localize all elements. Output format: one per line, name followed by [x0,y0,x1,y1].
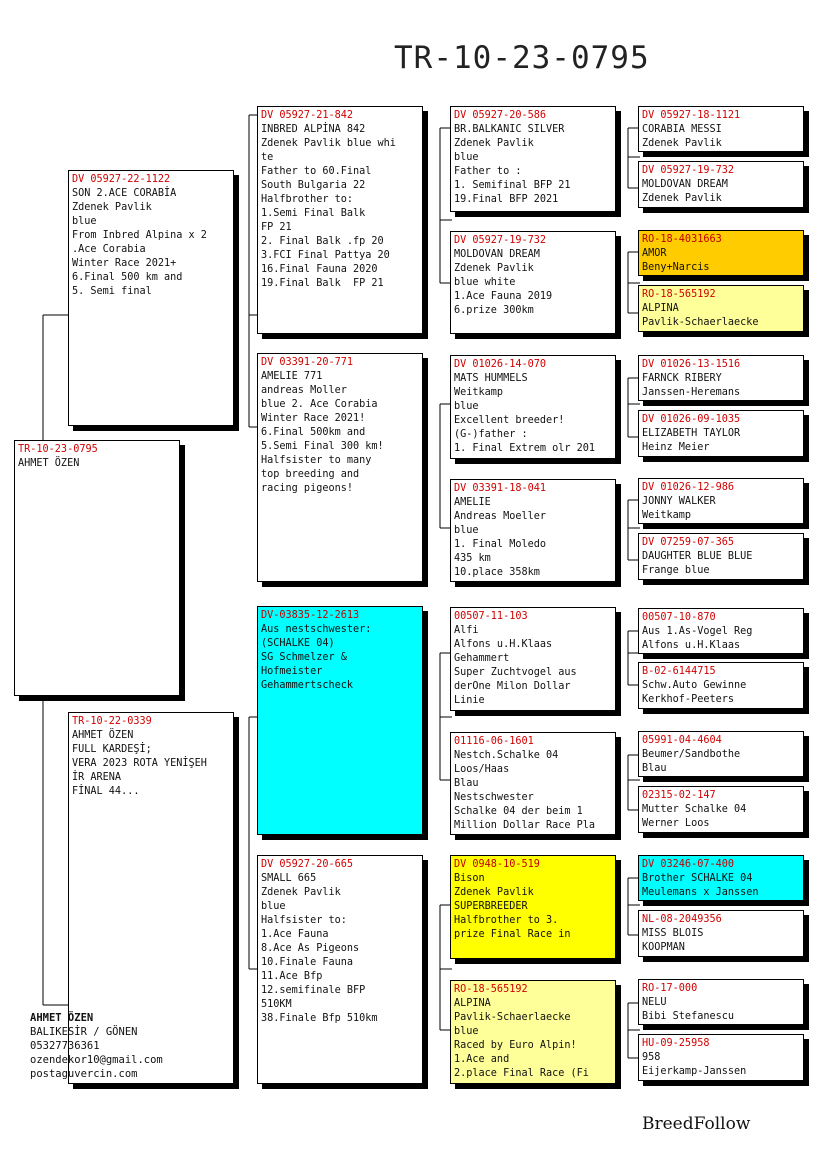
card-line: Mutter Schalke 04 [642,804,747,815]
pedigree-title: TR-10-23-0795 [394,40,650,76]
sire-sire-card[interactable] [257,106,423,334]
card-line: Pavlik-Schaerlaecke [454,1012,571,1023]
ring-number: DV 05927-20-665 [261,859,354,870]
card-line: 6.prize 300km [454,305,534,316]
card-line: BR.BALKANIC SILVER [454,124,565,135]
card-line: prize Final Race in [454,929,571,940]
card-line: SG Schmelzer & [261,652,347,663]
card-line: MISS BLOIS [642,928,704,939]
card-line: MOLDOVAN DREAM [454,249,540,260]
card-line: Gehammertscheck [261,680,354,691]
card-line: Winter Race 2021! [261,413,366,424]
sire-sire-dam-card[interactable] [450,231,616,334]
card-line: 435 km [454,553,491,564]
ring-number: DV 05927-18-1121 [642,110,741,121]
card-line: MATS HUMMELS [454,373,528,384]
gen5-card-6[interactable] [638,410,804,457]
gen5-card-9[interactable] [638,608,804,654]
ring-number: DV 01026-14-070 [454,359,547,370]
card-line: Janssen-Heremans [642,387,741,398]
owner-location: BALIKESİR / GÖNEN [30,1026,138,1038]
card-line: Pavlik-Schaerlaecke [642,317,759,328]
card-line: 1.Semi Final Balk [261,208,366,219]
card-line: MOLDOVAN DREAM [642,179,728,190]
ring-number: RO-18-565192 [454,984,528,995]
card-line: Zdenek Pavlik [454,263,534,274]
ring-number: DV 05927-21-842 [261,110,354,121]
owner-name: AHMET ÖZEN [30,1012,94,1024]
card-line: 8.Ace As Pigeons [261,943,360,954]
card-line: Blau [454,778,479,789]
ring-number: DV 03246-07-400 [642,859,735,870]
card-line: South Bulgaria 22 [261,180,366,191]
card-line: 5.Semi Final 300 km! [261,441,384,452]
gen5-card-1[interactable] [638,106,804,152]
card-line: Beumer/Sandbothe [642,749,741,760]
card-line: Zdenek Pavlik blue whi [261,138,396,149]
card-line: 19.Final BFP 2021 [454,194,559,205]
card-line: 12.semifinale BFP [261,985,366,996]
card-line: Aus nestschwester: [261,624,372,635]
card-line: Hofmeister [261,666,323,677]
ring-number: DV 07259-07-365 [642,537,735,548]
dam-sire-card[interactable] [257,606,423,835]
ring-number: DV 05927-22-1122 [72,174,171,185]
ring-number: DV 05927-19-732 [454,235,547,246]
card-line: 2. Final Balk .fp 20 [261,236,384,247]
ring-number: TR-10-22-0339 [72,716,152,727]
dam-sire-dam-card[interactable] [450,732,616,835]
card-line: SMALL 665 [261,873,317,884]
owner-website[interactable]: postaguvercin.com [30,1068,138,1080]
card-line: SUPERBREEDER [454,901,528,912]
card-line: ELIZABETH TAYLOR [642,428,741,439]
card-line: andreas Moller [261,385,347,396]
card-line: VERA 2023 ROTA YENİŞEH [72,758,207,769]
card-line: Meulemans x Janssen [642,887,759,898]
card-line: Bison [454,873,485,884]
card-line: FİNAL 44... [72,786,140,797]
card-line: 38.Finale Bfp 510km [261,1013,378,1024]
gen5-card-5[interactable] [638,355,804,401]
ring-number: DV 03391-20-771 [261,357,354,368]
gen5-card-15[interactable] [638,979,804,1025]
card-line: AHMET ÖZEN [18,458,80,469]
gen5-card-2[interactable] [638,161,804,208]
card-line: AMOR [642,248,667,259]
ring-number: DV 0948-10-519 [454,859,540,870]
owner-email[interactable]: ozendekor10@gmail.com [30,1054,163,1066]
card-line: blue [454,401,479,412]
card-line: From Inbred Alpina x 2 [72,230,207,241]
card-line: 5. Semi final [72,286,152,297]
gen5-card-10[interactable] [638,662,804,709]
ring-number: DV 01026-12-986 [642,482,735,493]
card-line: blue [454,152,479,163]
card-line: Zdenek Pavlik [454,138,534,149]
ring-number: RO-18-4031663 [642,234,722,245]
card-line: 1. Final Moledo [454,539,547,550]
card-line: FP 21 [261,222,292,233]
card-line: ALPINA [642,303,679,314]
card-line: 510KM [261,999,292,1010]
owner-phone: 05327736361 [30,1040,100,1052]
ring-number: DV 01026-09-1035 [642,414,741,425]
card-line: 16.Final Fauna 2020 [261,264,378,275]
card-line: FARNCK RIBERY [642,373,722,384]
card-line: blue white [454,277,516,288]
ring-number: DV 01026-13-1516 [642,359,741,370]
card-line: Father to 60.Final [261,166,372,177]
gen5-card-16[interactable] [638,1034,804,1081]
gen5-card-14[interactable] [638,910,804,957]
card-line: Kerkhof-Peeters [642,694,735,705]
ring-number: DV 05927-20-586 [454,110,547,121]
card-line: Beny+Narcis [642,262,710,273]
card-line: 11.Ace Bfp [261,971,323,982]
card-line: 1. Final Extrem olr 201 [454,443,596,454]
dam-dam-sire-card[interactable] [450,855,616,959]
ring-number: 02315-02-147 [642,790,716,801]
card-line: Gehammert [454,653,510,664]
card-line: derOne Milon Dollar [454,681,571,692]
dam-dam-dam-card[interactable] [450,980,616,1084]
card-line: te [261,152,274,163]
gen5-card-11[interactable] [638,731,804,777]
dam-dam-card[interactable] [257,855,423,1084]
card-line: Werner Loos [642,818,710,829]
card-line: 1.Ace and [454,1054,510,1065]
card-line: ALPINA [454,998,491,1009]
card-line: 1.Ace Fauna 2019 [454,291,553,302]
card-line: Zdenek Pavlik [454,887,534,898]
sire-dam-card[interactable] [257,353,423,582]
card-line: Zdenek Pavlik [261,887,341,898]
card-line: CORABIA MESSI [642,124,722,135]
subject-pigeon-card[interactable] [14,440,180,696]
card-line: SON 2.ACE CORABİA [72,188,177,199]
card-line: 10.place 358km [454,567,540,578]
card-line: 2.place Final Race (Fi [454,1068,589,1079]
sire-sire-sire-card[interactable] [450,106,616,212]
card-line: blue [261,901,286,912]
sire-dam-sire-card[interactable] [450,355,616,459]
card-line: Eijerkamp-Janssen [642,1066,747,1077]
card-line: AMELIE [454,497,491,508]
ring-number: HU-09-25958 [642,1038,710,1049]
card-line: Heinz Meier [642,442,710,453]
ring-number: DV 05927-19-732 [642,165,735,176]
card-line: Weitkamp [642,510,692,521]
gen5-card-12[interactable] [638,786,804,833]
dam-sire-sire-card[interactable] [450,607,616,711]
card-line: Nestschwester [454,792,534,803]
gen5-card-4[interactable] [638,285,804,332]
card-line: İR ARENA [72,772,122,783]
card-line: AMELIE 771 [261,371,323,382]
card-line: Linie [454,695,485,706]
ring-number: RO-17-000 [642,983,698,994]
card-line: 6.Final 500km and [261,427,366,438]
card-line: INBRED ALPİNA 842 [261,124,366,135]
card-line: (SCHALKE 04) [261,638,335,649]
card-line: (G-)father : [454,429,528,440]
ring-number: B-02-6144715 [642,666,716,677]
card-line: Loos/Haas [454,764,510,775]
card-line: Alfons u.H.Klaas [642,640,741,651]
card-line: blue [454,1026,479,1037]
gen5-card-13[interactable] [638,855,804,901]
card-line: Alfons u.H.Klaas [454,639,553,650]
ring-number: 05991-04-4604 [642,735,722,746]
gen5-card-8[interactable] [638,533,804,580]
card-line: DAUGHTER BLUE BLUE [642,551,753,562]
card-line: racing pigeons! [261,483,354,494]
gen5-card-3[interactable] [638,230,804,276]
card-line: JONNY WALKER [642,496,716,507]
card-line: Halfbrother to: [261,194,354,205]
sire-dam-dam-card[interactable] [450,479,616,582]
sire-card[interactable] [68,170,234,426]
card-line: 6.Final 500 km and [72,272,183,283]
owner-contact [30,1011,163,1081]
card-line: Halfsister to many [261,455,372,466]
card-line: 1.Ace Fauna [261,929,329,940]
card-line: top breeding and [261,469,360,480]
card-line: 958 [642,1052,661,1063]
card-line: blue [72,216,97,227]
card-line: 19.Final Balk FP 21 [261,278,384,289]
gen5-card-7[interactable] [638,478,804,524]
card-line: Bibi Stefanescu [642,1011,735,1022]
card-line: KOOPMAN [642,942,685,953]
card-line: Zdenek Pavlik [642,193,722,204]
card-line: Schalke 04 der beim 1 [454,806,583,817]
card-line: Halfsister to: [261,915,347,926]
card-line: .Ace Corabia [72,244,146,255]
card-line: Weitkamp [454,387,504,398]
ring-number: 00507-10-870 [642,612,716,623]
card-line: Zdenek Pavlik [642,138,722,149]
card-line: Frange blue [642,565,710,576]
ring-number: 00507-11-103 [454,611,528,622]
card-line: Raced by Euro Alpin! [454,1040,577,1051]
card-line: Andreas Moeller [454,511,547,522]
card-line: Excellent breeder! [454,415,565,426]
card-line: Million Dollar Race Pla [454,820,596,831]
card-line: Winter Race 2021+ [72,258,177,269]
card-line: Blau [642,763,667,774]
card-line: Brother SCHALKE 04 [642,873,753,884]
card-line: Alfi [454,625,479,636]
card-line: FULL KARDEŞİ; [72,744,152,755]
card-line: Father to : [454,166,522,177]
ring-number: DV-03835-12-2613 [261,610,360,621]
card-line: Nestch.Schalke 04 [454,750,559,761]
card-line: 10.Finale Fauna [261,957,354,968]
card-line: Aus 1.As-Vogel Reg [642,626,753,637]
ring-number: RO-18-565192 [642,289,716,300]
ring-number: DV 03391-18-041 [454,483,547,494]
card-line: Halfbrother to 3. [454,915,559,926]
card-line: blue [454,525,479,536]
card-line: AHMET ÖZEN [72,730,134,741]
ring-number: NL-08-2049356 [642,914,722,925]
card-line: NELU [642,997,667,1008]
card-line: Super Zuchtvogel aus [454,667,577,678]
card-line: 1. Semifinal BFP 21 [454,180,571,191]
brand-logo: BreedFollow [642,1114,751,1134]
card-line: blue 2. Ace Corabia [261,399,378,410]
ring-number: TR-10-23-0795 [18,444,98,455]
ring-number: 01116-06-1601 [454,736,534,747]
card-line: 3.FCI Final Pattya 20 [261,250,390,261]
card-line: Zdenek Pavlik [72,202,152,213]
card-line: Schw.Auto Gewinne [642,680,747,691]
